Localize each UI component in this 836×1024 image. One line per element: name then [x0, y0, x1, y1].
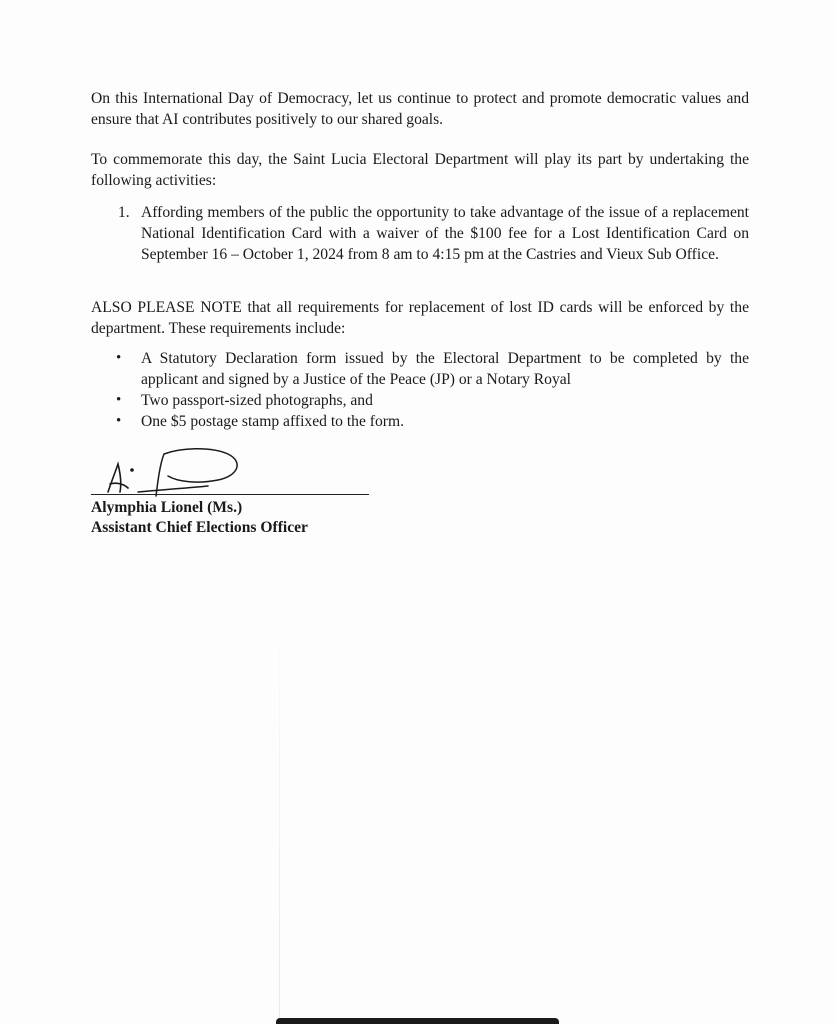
signatory-name: Alymphia Lionel (Ms.)	[91, 499, 243, 516]
handwritten-signature	[98, 440, 248, 500]
list-item	[91, 411, 749, 432]
requirements-list	[91, 348, 749, 432]
paragraph-democracy-day: On this International Day of Democracy, let us continue to protect and promote democratic values and ensure that AI contributes positively to our shared goals.	[91, 90, 749, 128]
paragraph-commemoration: To commemorate this day, the Saint Lucia Electoral Department will play its part by undertaking the following activities:	[91, 151, 749, 189]
list-item	[91, 202, 749, 265]
page-fold-crease	[279, 600, 280, 1024]
bullet-icon: •	[116, 413, 122, 429]
list-item-text: One $5 postage stamp affixed to the form.	[141, 413, 405, 430]
paragraph-requirements-note: ALSO PLEASE NOTE that all requirements for replacement of lost ID cards will be enforced by the department. These requirements include:	[91, 299, 749, 337]
list-item-text: Two passport-sized photographs, and	[141, 392, 373, 409]
list-item-text: Affording members of the public the opportunity to take advantage of the issue of a replacement National Identification Card with a waiver of the $100 fee for a Lost Identification Card on September 16 – October 1, 2024 from 8 am to 4:15 pm at the Castries and Vieux Sub Office.	[141, 204, 749, 263]
home-indicator-bar	[276, 1018, 559, 1024]
bullet-icon: •	[116, 350, 122, 366]
list-item	[91, 348, 749, 390]
signature-line	[91, 494, 369, 495]
list-item	[91, 390, 749, 411]
list-item-number: 1.	[118, 204, 130, 221]
signatory-title: Assistant Chief Elections Officer	[91, 519, 308, 536]
list-item-text: A Statutory Declaration form issued by the Electoral Department to be completed by the applicant and signed by a Justice of the Peace (JP) or a Notary Royal	[141, 350, 749, 388]
bullet-icon: •	[116, 392, 122, 408]
activities-list	[91, 202, 749, 265]
